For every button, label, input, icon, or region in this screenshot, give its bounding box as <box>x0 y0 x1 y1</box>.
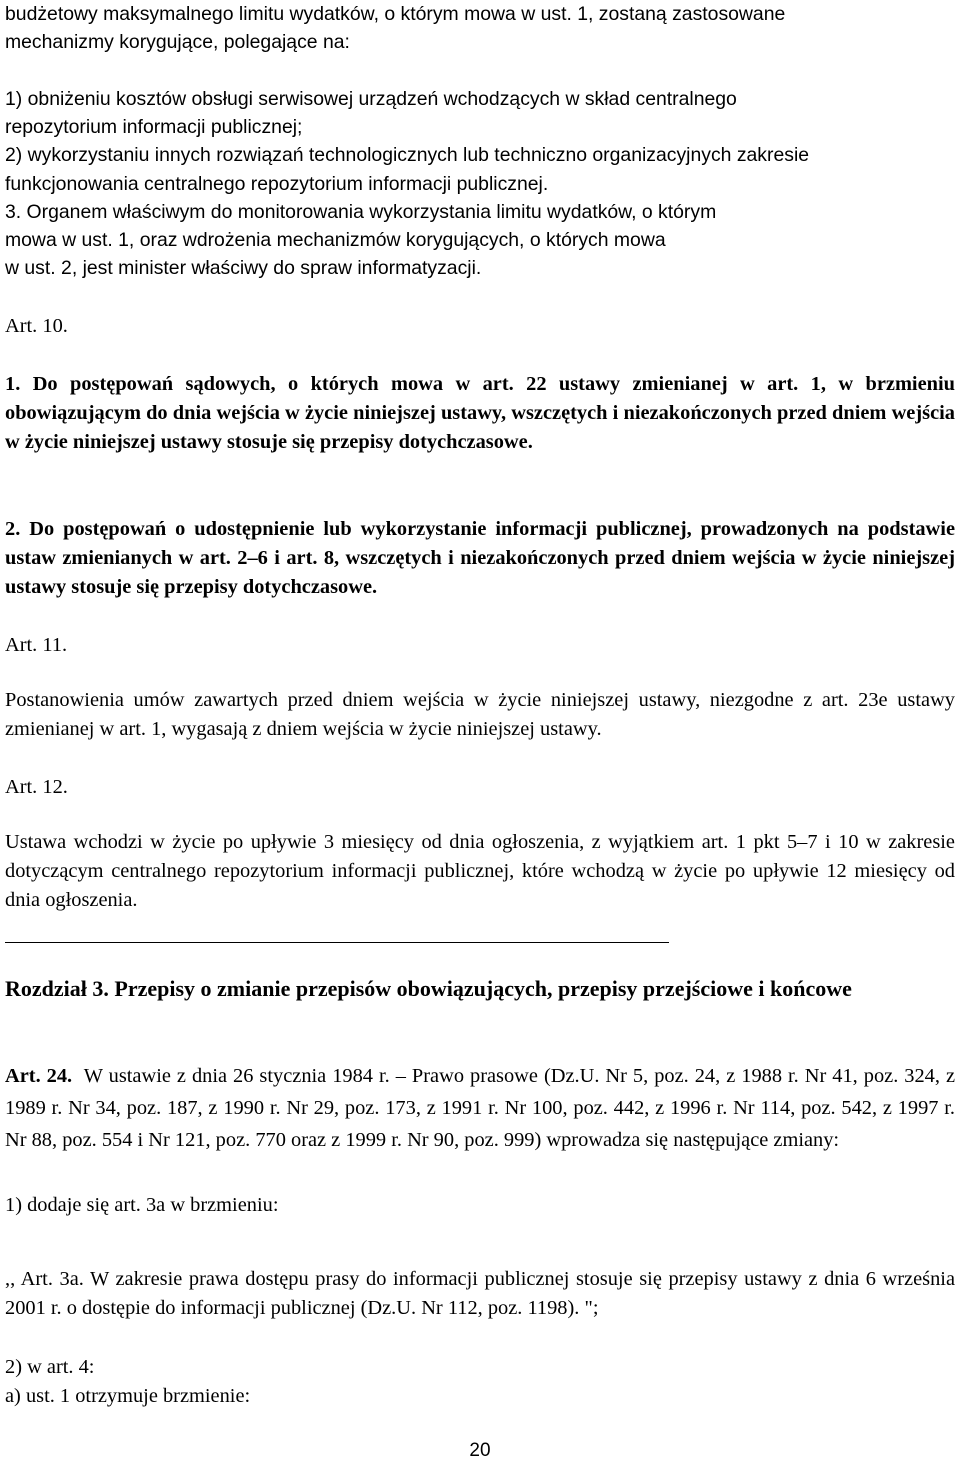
article-24-title: Art. 24. <box>5 1065 73 1087</box>
article-24-item-2: 2) w art. 4: <box>5 1356 95 1378</box>
text-line: repozytorium informacji publicznej; <box>5 116 303 139</box>
section-divider <box>5 942 669 943</box>
article-12-title: Art. 12. <box>5 776 68 798</box>
page-number: 20 <box>469 1440 491 1461</box>
article-10-paragraph-1: 1. Do postępowań sądowych, o których mowa w art. 22 ustawy zmienianej w art. 1, w brzmieniu obowiązującym do dnia wejścia w życie niniejszej ustawy, wszczętych i niezakończonych przed dniem wejścia w życie niniejszej ustawy stosuje się przepisy dotychczasowe. <box>5 373 955 454</box>
text-line: 2) wykorzystaniu innych rozwiązań technologicznych lub techniczno organizacyjnych zakresie <box>5 144 810 167</box>
text-line: funkcjonowania centralnego repozytorium informacji publicznej. <box>5 172 549 195</box>
article-24-item-1: 1) dodaje się art. 3a w brzmieniu: <box>5 1194 279 1216</box>
text-line: w ust. 2, jest minister właściwy do spraw informatyzacji. <box>5 257 482 280</box>
article-10-paragraph-2: 2. Do postępowań o udostępnienie lub wykorzystanie informacji publicznej, prowadzonych na podstawie ustaw zmienianych w art. 2–6 i art. 8, wszczętych i niezakończonych przed dniem wejścia w życie niniejszej ustawy stosuje się przepisy dotychczasowe. <box>5 518 955 599</box>
text-line: 1) obniżeniu kosztów obsługi serwisowej urządzeń wchodzących w skład centralnego <box>5 88 737 110</box>
text-line: mowa w ust. 1, oraz wdrożenia mechanizmów korygujących, o których mowa <box>5 229 666 252</box>
article-24-text: W ustawie z dnia 26 stycznia 1984 r. – Prawo prasowe (Dz.U. Nr 5, poz. 24, z 1988 r. Nr 41, poz. 324, z 1989 r. Nr 34, poz. 187, z 1990 r. Nr 29, poz. 173, z 1991 r. Nr 100, poz. 442, z 1996 r. Nr 114, poz. 542, z 1997 r. Nr 88, poz. 554 i Nr 121, poz. 770 oraz z 1999 r. Nr 90, poz. 999) wprowadza się następujące zmiany: <box>5 1065 956 1151</box>
article-24-item-2a: a) ust. 1 otrzymuje brzmienie: <box>5 1385 251 1407</box>
article-10-title: Art. 10. <box>5 315 68 337</box>
chapter-heading: Rozdział 3. Przepisy o zmianie przepisów obowiązujących, przepisy przejściowe i końcowe <box>5 976 852 1001</box>
article-24 <box>5 1060 955 1156</box>
article-11-title: Art. 11. <box>5 634 68 656</box>
text-line: budżetowy maksymalnego limitu wydatków, o którym mowa w ust. 1, zostaną zastosowane <box>5 3 786 25</box>
article-3a-quote: ,, Art. 3a. W zakresie prawa dostępu prasy do informacji publicznej stosuje się przepisy ustawy z dnia 6 września 2001 r. o dostępie do informacji publicznej (Dz.U. Nr 112, poz. 1198). "; <box>5 1268 955 1319</box>
article-12-text: Ustawa wchodzi w życie po upływie 3 miesięcy od dnia ogłoszenia, z wyjątkiem art. 1 pkt 5–7 i 10 w zakresie dotyczącym centralnego repozytorium informacji publicznej, które wchodzą w życie po upływie 12 miesięcy od dnia ogłoszenia. <box>5 831 955 911</box>
paragraph-corrective-mechanisms <box>5 85 955 282</box>
article-11-text: Postanowienia umów zawartych przed dniem wejścia w życie niniejszej ustawy, niezgodne z art. 23e ustawy zmienianej w art. 1, wygasają z dniem wejścia w życie niniejszej ustawy. <box>5 689 955 740</box>
text-line: 3. Organem właściwym do monitorowania wykorzystania limitu wydatków, o którym <box>5 200 717 223</box>
text-line: mechanizmy korygujące, polegające na: <box>5 31 350 54</box>
paragraph-budget-limit <box>5 0 955 56</box>
